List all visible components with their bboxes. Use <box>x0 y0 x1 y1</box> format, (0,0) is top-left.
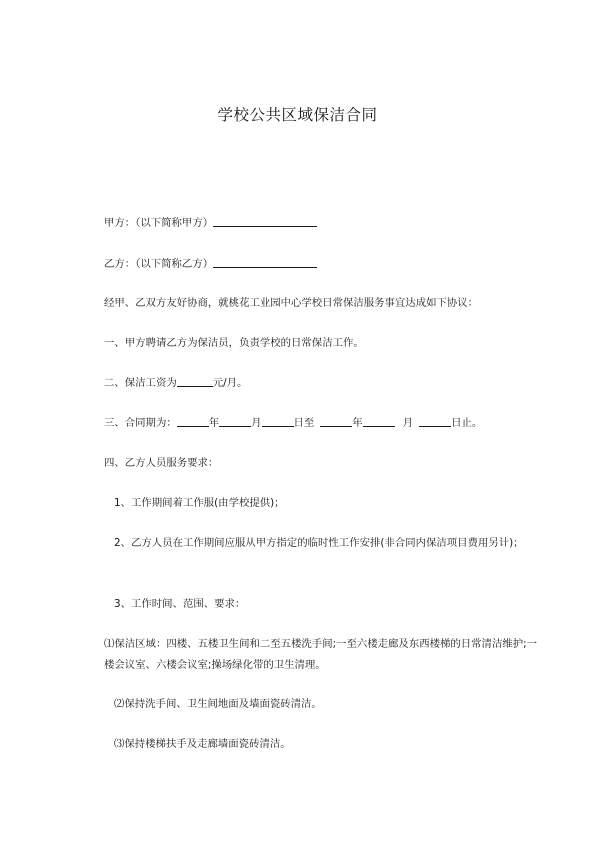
intro-paragraph: 经甲、乙双方友好协商，就桃花工业园中心学校日常保洁服务事宜达成如下协议： <box>104 297 479 309</box>
clause-2-suffix: 元/月。 <box>212 377 248 389</box>
clause-3-line <box>104 413 544 434</box>
clause-2-line <box>104 373 544 394</box>
end-day-blank[interactable] <box>419 414 451 427</box>
party-a-line <box>104 213 544 234</box>
party-a-label: 甲方：（以下简称甲方） <box>104 217 214 229</box>
sub-item-1 <box>104 634 540 676</box>
start-month-blank[interactable] <box>219 414 251 427</box>
start-day-blank[interactable] <box>262 414 294 427</box>
clause-4: 四、乙方人员服务要求： <box>104 457 219 469</box>
end-month-blank[interactable] <box>363 414 395 427</box>
requirement-2: 2、乙方人员在工作期间应服从甲方指定的临时性工作安排(非合同内保洁项目费用另计)； <box>114 537 524 549</box>
party-b-label: 乙方：（以下简称乙方） <box>104 258 214 270</box>
clause-3-prefix: 三、合同期为： <box>104 417 177 429</box>
clause-3-month2: 月 <box>402 417 414 429</box>
clause-3-year1: 年 <box>208 417 220 429</box>
end-year-blank[interactable] <box>320 414 352 427</box>
party-a-blank[interactable] <box>213 214 317 227</box>
sub-item-2: ⑵保持洗手间、卫生间地面及墙面瓷砖清洁。 <box>114 698 322 710</box>
clause-3-month1: 月 <box>251 417 262 429</box>
clause-3-day2: 日止。 <box>451 417 483 429</box>
party-b-line <box>104 254 544 275</box>
clause-2-prefix: 二、保洁工资为 <box>104 377 177 389</box>
sub-item-1-text: ⑴保洁区域：四楼、五楼卫生间和二至五楼洗手间;一至六楼走廊及东西楼梯的日常清洁维护;一楼会议室、六楼会议室;操场绿化带的卫生清理。 <box>104 638 538 671</box>
clause-3-year2: 年 <box>352 417 363 429</box>
clause-3-day1: 日至 <box>293 417 315 429</box>
requirement-3: 3、工作时间、范围、要求： <box>114 598 246 610</box>
clause-1: 一、甲方聘请乙方为保洁员，负责学校的日常保洁工作。 <box>104 337 364 349</box>
requirement-1: 1、工作期间着工作服(由学校提供)； <box>114 497 285 509</box>
salary-blank[interactable] <box>177 374 213 387</box>
sub-item-3: ⑶保持楼梯扶手及走廊墙面瓷砖清洁。 <box>114 738 291 750</box>
document-title: 学校公共区域保洁合同 <box>217 106 378 124</box>
start-year-blank[interactable] <box>177 414 209 427</box>
party-b-blank[interactable] <box>213 255 317 268</box>
